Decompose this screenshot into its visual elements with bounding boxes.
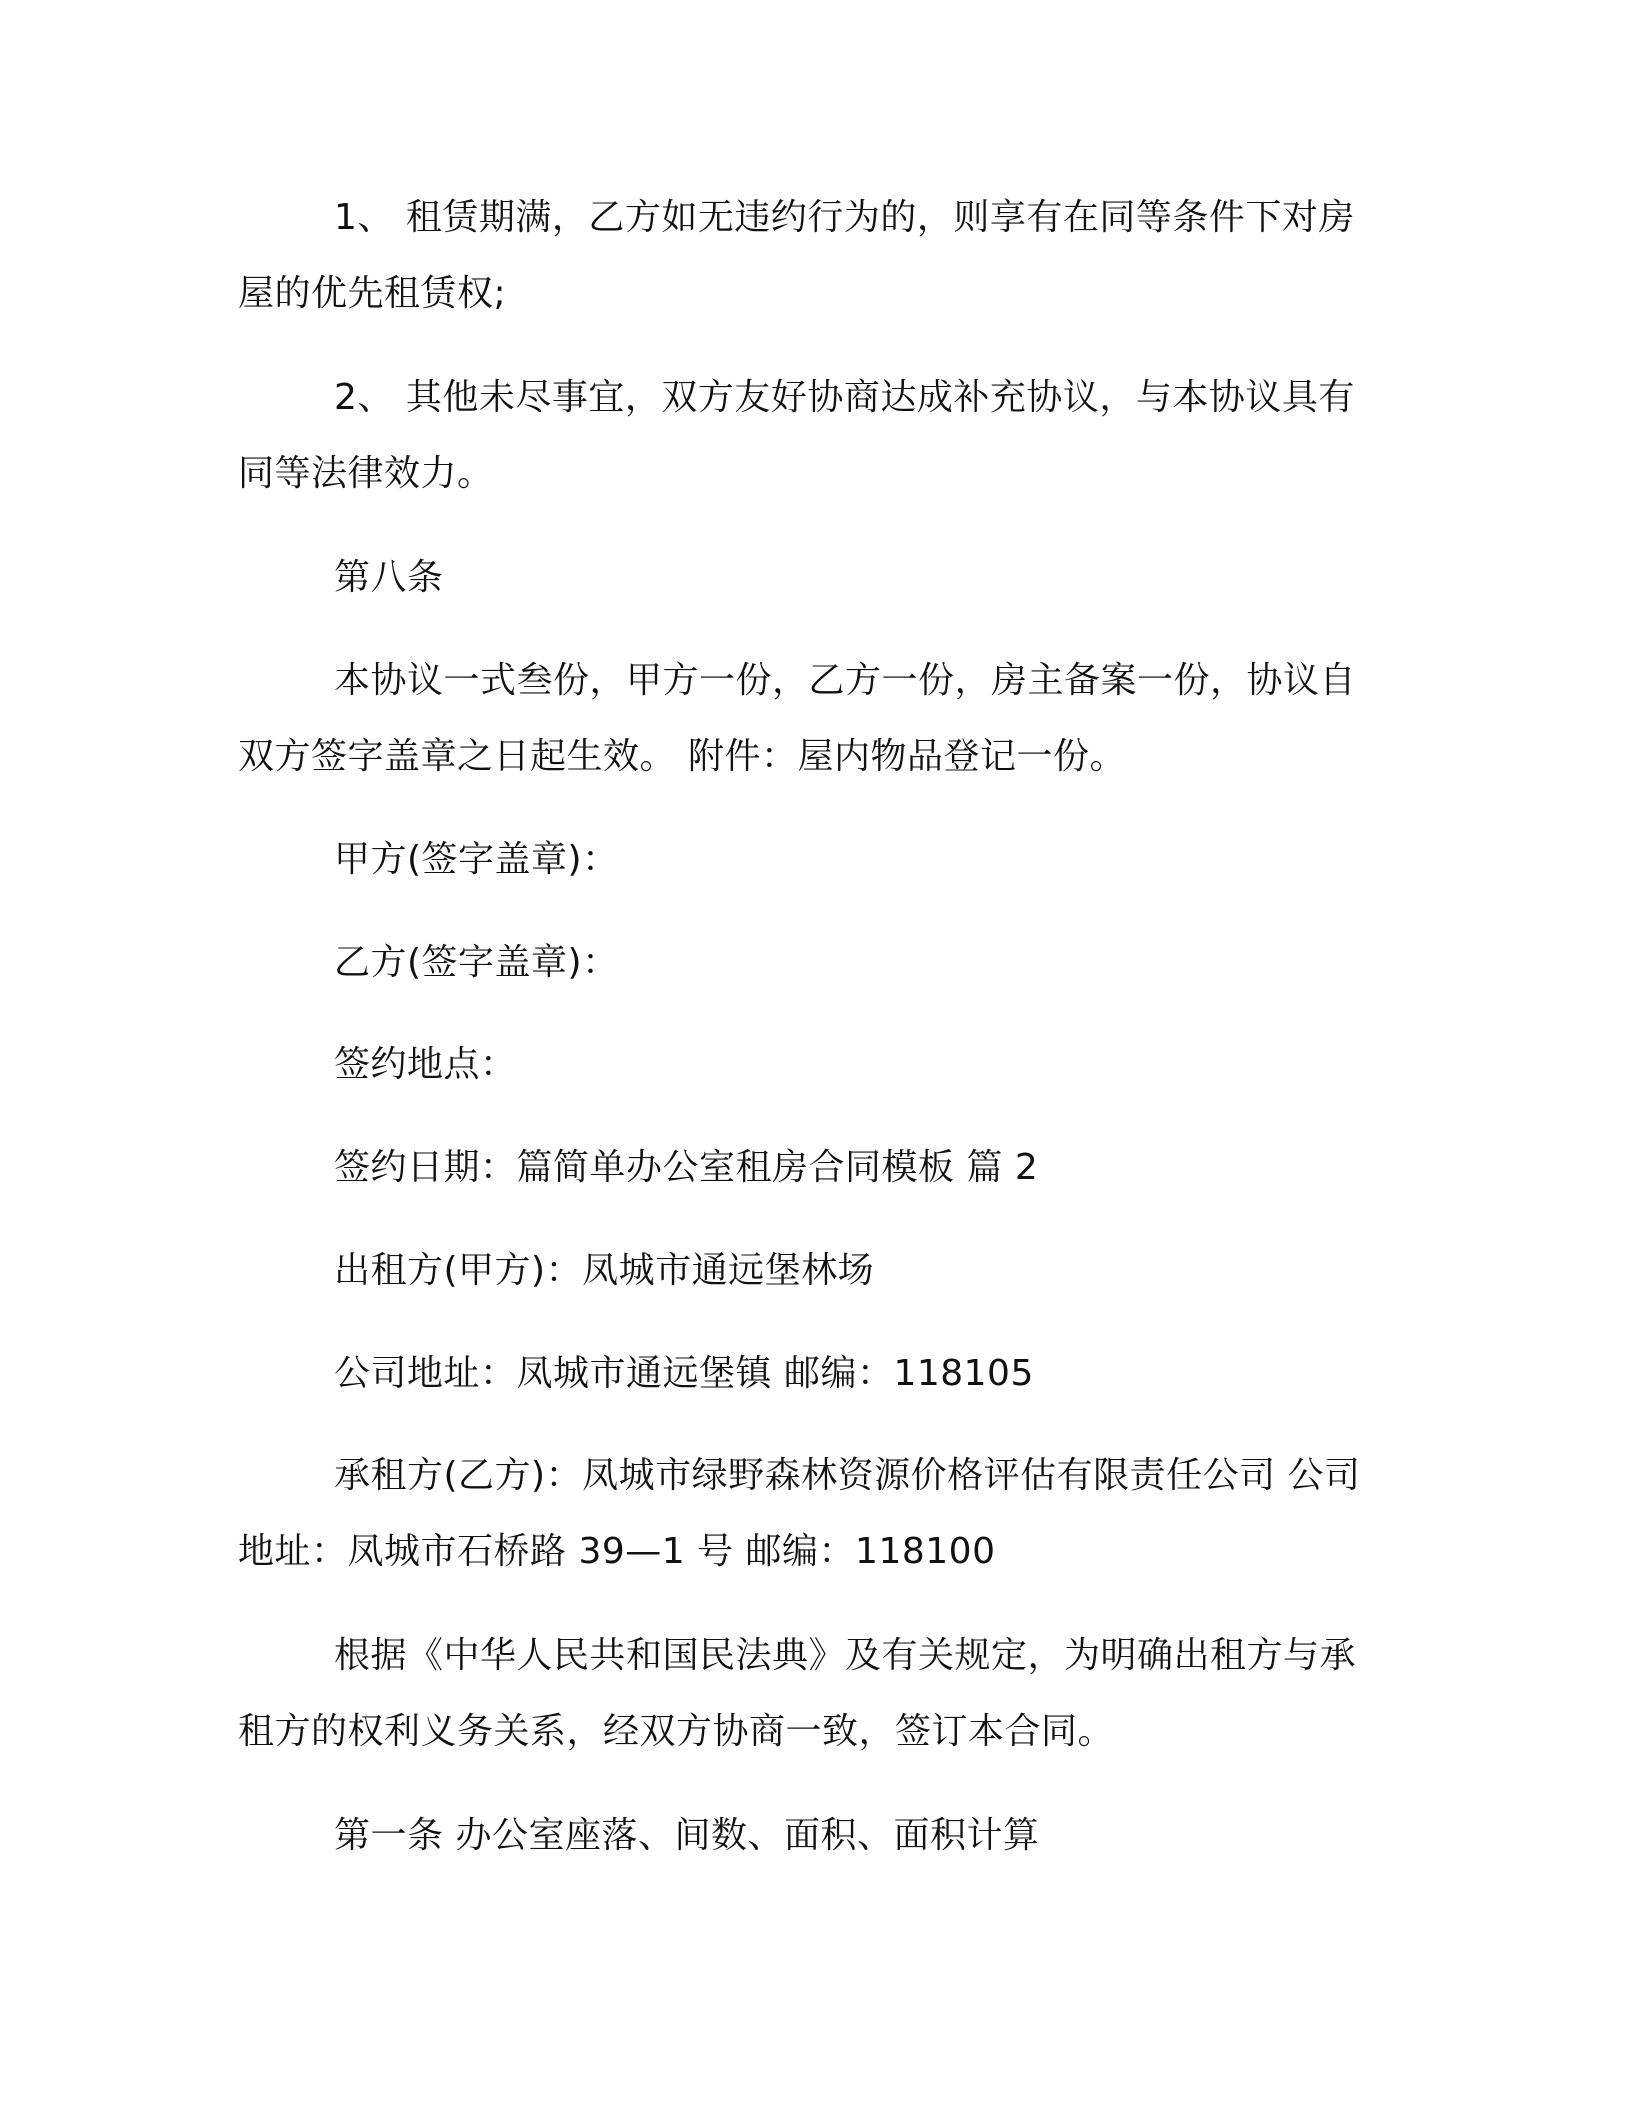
article-8-copies: 本协议一式叁份，甲方一份，乙方一份，房主备案一份，协议自双方签字盖章之日起生效。 附件：屋内物品登记一份。 bbox=[238, 660, 1357, 777]
clause-supplementary-agreement: 2、 其他未尽事宜，双方友好协商达成补充协议，与本协议具有同等法律效力。 bbox=[238, 377, 1355, 494]
contract-preamble: 根据《中华人民共和国民法典》及有关规定，为明确出租方与承租方的权利义务关系，经双方协商一致，签订本合同。 bbox=[238, 1635, 1357, 1752]
lessee-line: 承租方(乙方)：凤城市绿野森林资源价格评估有限责任公司 公司地址：凤城市石桥路 39—1 号 邮编：118100 bbox=[238, 1455, 1361, 1572]
signing-place-line: 签约地点： bbox=[334, 1044, 517, 1085]
lessor-address-line: 公司地址：凤城市通远堡镇 邮编：118105 bbox=[334, 1353, 1034, 1394]
clause-renewal-priority: 1、 租赁期满，乙方如无违约行为的，则享有在同等条件下对房屋的优先租赁权; bbox=[238, 197, 1355, 314]
signing-date-line: 签约日期：篇简单办公室租房合同模板 篇 2 bbox=[334, 1147, 1039, 1188]
article-1-heading: 第一条 办公室座落、间数、面积、面积计算 bbox=[334, 1815, 1040, 1856]
party-b-signature-line: 乙方(签字盖章)： bbox=[334, 942, 619, 983]
party-a-signature-line: 甲方(签字盖章)： bbox=[334, 839, 619, 880]
article-8-heading: 第八条 bbox=[334, 557, 444, 598]
lessor-line: 出租方(甲方)：凤城市通远堡林场 bbox=[334, 1250, 875, 1291]
